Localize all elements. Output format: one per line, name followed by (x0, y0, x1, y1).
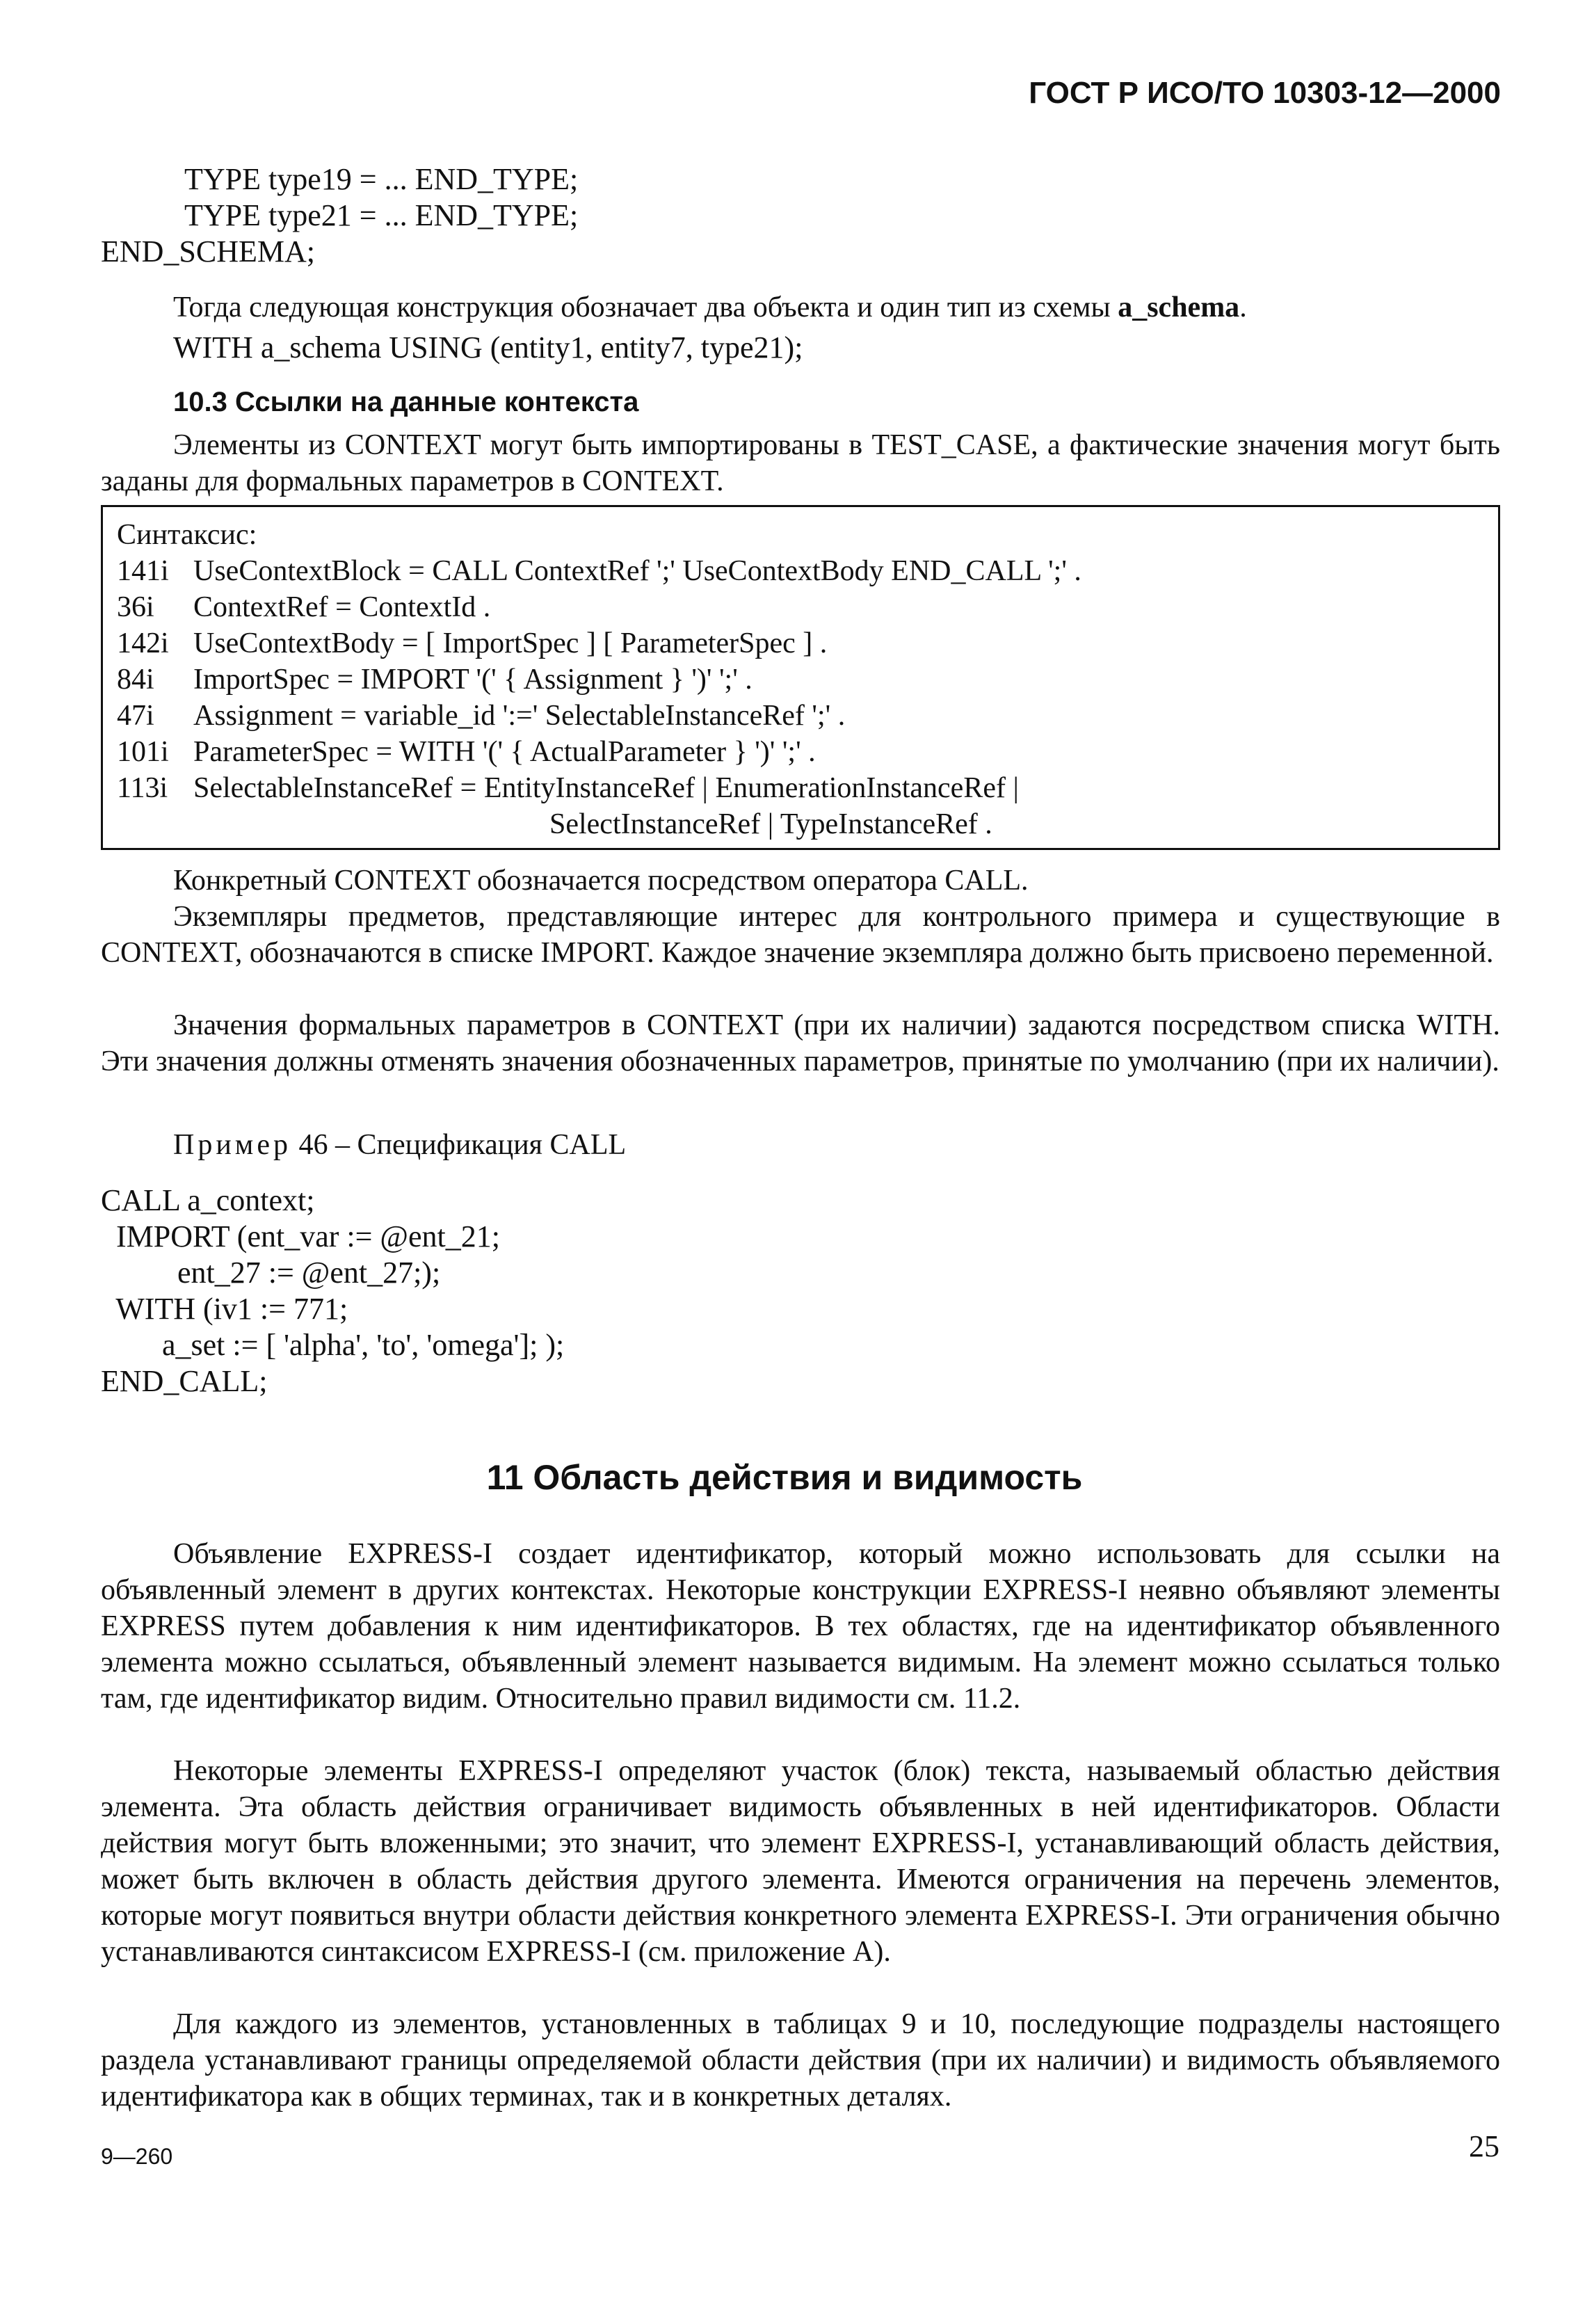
syntax-rule-text: ImportSpec = IMPORT '(' { Assignment } ')' ';' . (193, 664, 753, 696)
code-line: CALL a_context; (101, 1183, 315, 1217)
code-line: ent_27 := @ent_27;); (101, 1256, 441, 1290)
syntax-rule-continuation: SelectInstanceRef | TypeInstanceRef . (549, 808, 992, 840)
paragraph-instances: Экземпляры предметов, представляющие интерес для контрольного примера и существующие в CONTEXT, обозначаются в списке IMPORT. Каждое значение экземпляра должно быть присвоено переменной. (101, 901, 1500, 969)
syntax-rule-num: 113i (117, 772, 168, 804)
code-line-type21: TYPE type21 = ... END_TYPE; (184, 198, 579, 232)
paragraph-context: Элементы из CONTEXT могут быть импортированы в TEST_CASE, а фактические значения могут быть заданы для формальных параметров в CONTEXT. (101, 429, 1500, 497)
syntax-rule-text: UseContextBody = [ ImportSpec ] [ ParameterSpec ] . (193, 627, 828, 659)
paragraph-11-2: Некоторые элементы EXPRESS-I определяют участок (блок) текста, называемый областью действия элемента. Эта область действия ограничивает видимость объявленных в ней идентификаторов. Области действия могут быть вложенными; это значит, что элемент EXPRESS-I, устанавливающий область действия, может быть включен в область действия другого элемента. Имеются ограничения на перечень элементов, которые могут появиться внутри области действия конкретного элемента EXPRESS-I. Эти ограничения обычно устанавливаются синтаксисом EXPRESS-I (см. приложение А). (101, 1755, 1500, 1968)
code-line: IMPORT (ent_var := @ent_21; (101, 1219, 500, 1253)
paragraph-11-3: Для каждого из элементов, установленных в таблицах 9 и 10, последующие подразделы настоящего раздела устанавливают границы определяемой области действия (при их наличии) и видимость объявляемого идентификатора как в общих терминах, так и в конкретных деталях. (101, 2008, 1500, 2113)
syntax-rule-num: 101i (117, 736, 169, 768)
code-line: END_CALL; (101, 1364, 268, 1398)
syntax-rule-text: ContextRef = ContextId . (193, 591, 491, 623)
paragraph-11-1: Объявление EXPRESS-I создает идентификатор, который можно использовать для ссылки на объявленный элемент в других контекстах. Некоторые конструкции EXPRESS-I неявно объявляют элементы EXPRESS путем добавления к ним идентификаторов. В тех областях, где на идентификатор объявленного элемента можно ссылаться, объявленный элемент называется видимым. На элемент можно ссылаться только там, где идентификатор видим. Относительно правил видимости см. 11.2. (101, 1538, 1500, 1715)
syntax-rule-text: UseContextBlock = CALL ContextRef ';' UseContextBody END_CALL ';' . (193, 555, 1081, 587)
paragraph-then: Тогда следующая конструкция обозначает два объекта и один тип из схемы a_schema. (173, 291, 1247, 323)
syntax-rule-num: 142i (117, 627, 169, 659)
section-11-title: 11 Область действия и видимость (486, 1458, 1083, 1497)
section-10-3-title: 10.3 Ссылки на данные контекста (173, 387, 639, 417)
footer-sheet-code: 9—260 (101, 2144, 173, 2169)
syntax-rule-num: 36i (117, 591, 154, 623)
code-line-type19: TYPE type19 = ... END_TYPE; (184, 162, 579, 196)
syntax-rule-num: 141i (117, 555, 169, 587)
code-line: WITH (iv1 := 771; (101, 1292, 348, 1326)
syntax-title: Синтаксис: (117, 519, 257, 551)
syntax-box (101, 505, 1500, 850)
syntax-rule-text: SelectableInstanceRef = EntityInstanceRef | EnumerationInstanceRef | (193, 772, 1019, 804)
syntax-rule-num: 84i (117, 664, 154, 696)
syntax-rule-num: 47i (117, 700, 154, 732)
paragraph-values: Значения формальных параметров в CONTEXT (при их наличии) задаются посредством списка WITH. Эти значения должны отменять значения обозначенных параметров, принятые по умолчанию (при их наличии). (101, 1009, 1500, 1077)
syntax-rule-text: Assignment = variable_id ':=' SelectableInstanceRef ';' . (193, 700, 846, 732)
code-line-with: WITH a_schema USING (entity1, entity7, type21); (173, 330, 803, 364)
syntax-rule-text: ParameterSpec = WITH '(' { ActualParameter } ')' ';' . (193, 736, 816, 768)
example-caption: Пример 46 – Спецификация CALL (173, 1129, 627, 1161)
page-number: 25 (1469, 2129, 1499, 2163)
code-line-end-schema: END_SCHEMA; (101, 234, 316, 269)
code-line: a_set := [ 'alpha', 'to', 'omega']; ); (101, 1328, 565, 1362)
document-header: ГОСТ Р ИСО/ТО 10303-12—2000 (1029, 76, 1501, 110)
paragraph-call: Конкретный CONTEXT обозначается посредством оператора CALL. (173, 865, 1029, 897)
